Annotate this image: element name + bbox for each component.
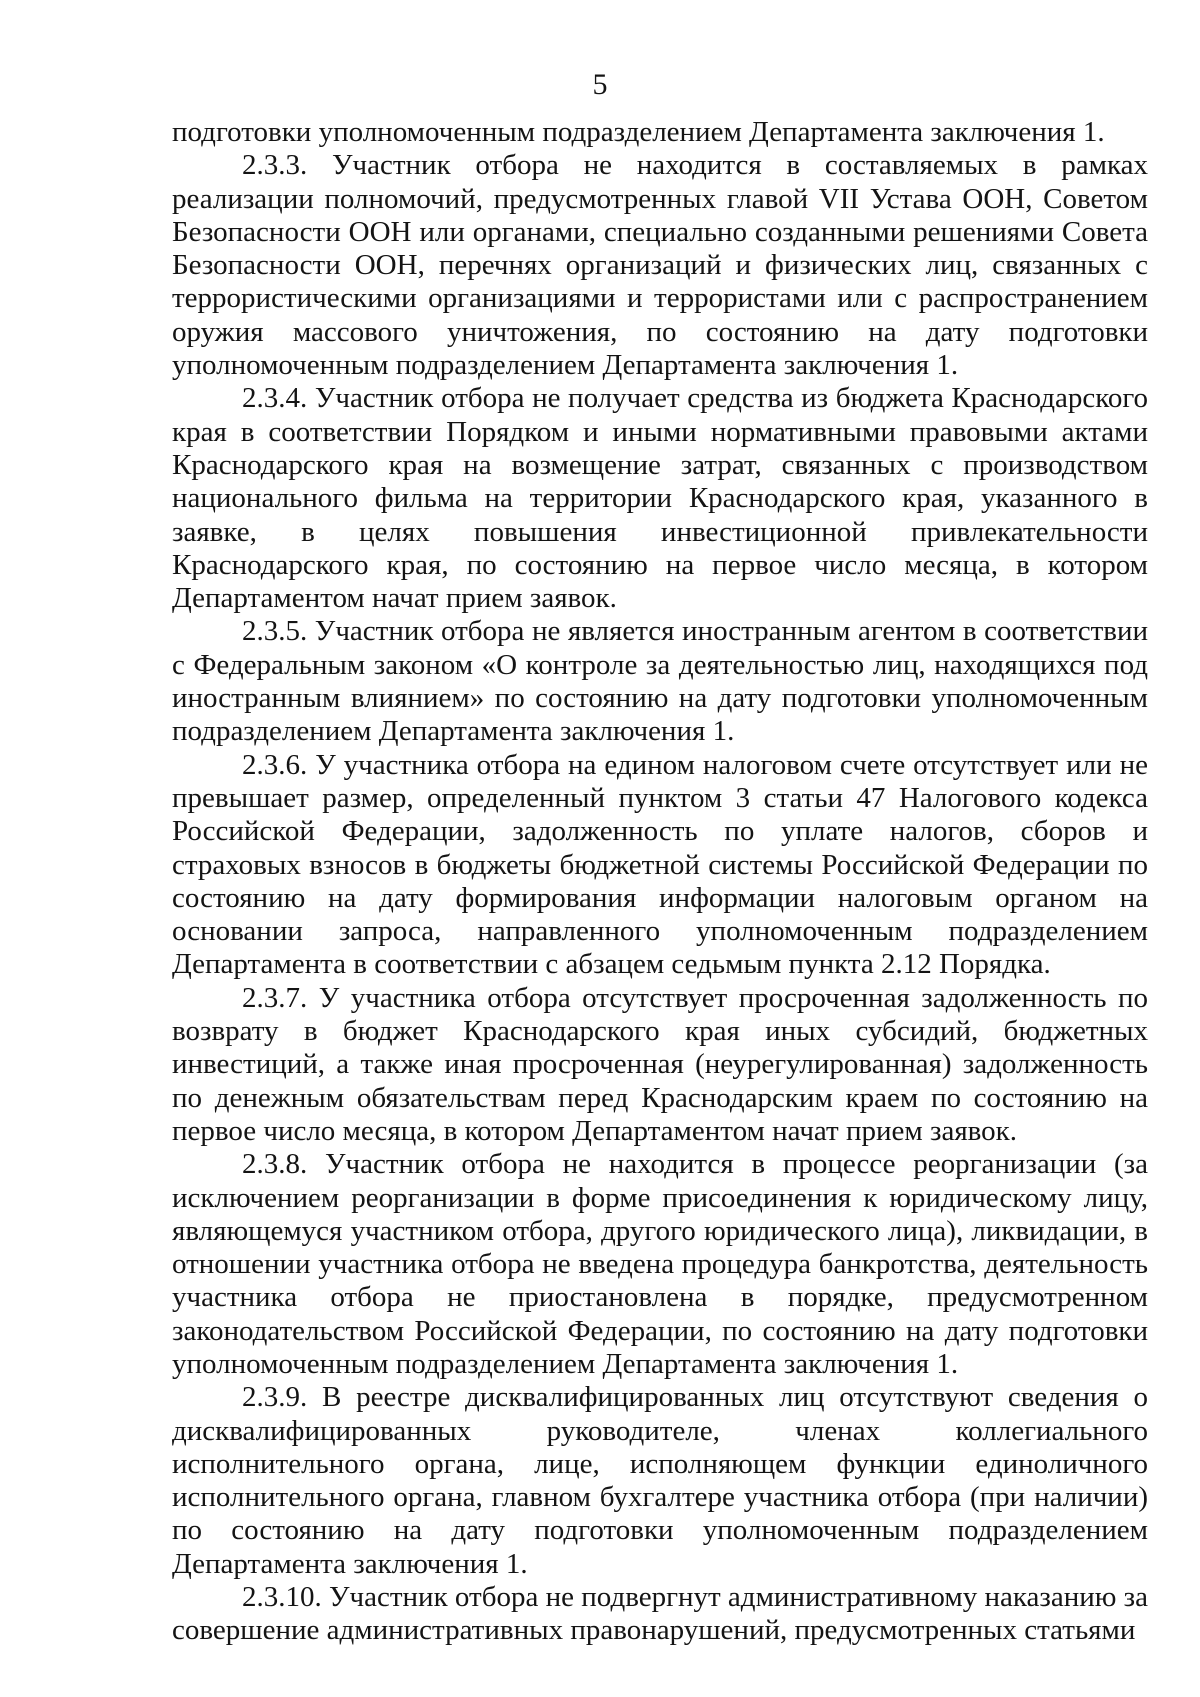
- paragraph-2-3-8: 2.3.8. Участник отбора не находится в процессе реорганизации (за исключением реорганизации в форме присоединения к юридическому лицу, являющемуся участником отбора, другого юридического лица), ликвидации, в отношении участника отбора не введена процедура банкротства, деятельность участника отбора не приостановлена в порядке, предусмотренном законодательством Российской Федерации, по состоянию на дату подготовки уполномоченным подразделением Департамента заключения 1.: [172, 1148, 1148, 1380]
- document-body: [172, 116, 1148, 1648]
- paragraph-2-3-4: 2.3.4. Участник отбора не получает средства из бюджета Краснодарского края в соответствии Порядком и иными нормативными правовыми актами Краснодарского края на возмещение затрат, связанных с производством национального фильма на территории Краснодарского края, указанного в заявке, в целях повышения инвестиционной привлекательности Краснодарского края, по состоянию на первое число месяца, в котором Департаментом начат прием заявок.: [172, 382, 1148, 615]
- page-number: 5: [592, 68, 608, 101]
- paragraph-2-3-9: 2.3.9. В реестре дисквалифицированных лиц отсутствуют сведения о дисквалифицированных руководителе, членах коллегиального исполнительного органа, лице, исполняющем функции единоличного исполнительного органа, главном бухгалтере участника отбора (при наличии) по состоянию на дату подготовки уполномоченным подразделением Департамента заключения 1.: [172, 1381, 1148, 1580]
- paragraph-continued-2-3-2: подготовки уполномоченным подразделением Департамента заключения 1.: [172, 116, 1105, 148]
- paragraph-2-3-7: 2.3.7. У участника отбора отсутствует просроченная задолженность по возврату в бюджет Краснодарского края иных субсидий, бюджетных инвестиций, а также иная просроченная (неурегулированная) задолженность по денежным обязательствам перед Краснодарским краем по состоянию на первое число месяца, в котором Департаментом начат прием заявок.: [172, 981, 1148, 1147]
- paragraph-2-3-6: 2.3.6. У участника отбора на едином налоговом счете отсутствует или не превышает размер, определенный пунктом 3 статьи 47 Налогового кодекса Российской Федерации, задолженность по уплате налогов, сборов и страховых взносов в бюджеты бюджетной системы Российской Федерации по состоянию на дату формирования информации налоговым органом на основании запроса, направленного уполномоченным подразделением Департамента в соответствии с абзацем седьмым пункта 2.12 Порядка.: [172, 748, 1148, 981]
- paragraph-2-3-5: 2.3.5. Участник отбора не является иностранным агентом в соответствии с Федеральным законом «О контроле за деятельностью лиц, находящихся под иностранным влиянием» по состоянию на дату подготовки уполномоченным подразделением Департамента заключения 1.: [172, 615, 1148, 748]
- paragraph-2-3-10: 2.3.10. Участник отбора не подвергнут административному наказанию за совершение административных правонарушений, предусмотренных статьями: [172, 1581, 1148, 1647]
- paragraph-2-3-3: 2.3.3. Участник отбора не находится в составляемых в рамках реализации полномочий, предусмотренных главой VII Устава ООН, Советом Безопасности ООН или органами, специально созданными решениями Совета Безопасности ООН, перечнях организаций и физических лиц, связанных с террористическими организациями и террористами или с распространением оружия массового уничтожения, по состоянию на дату подготовки уполномоченным подразделением Департамента заключения 1.: [172, 149, 1148, 382]
